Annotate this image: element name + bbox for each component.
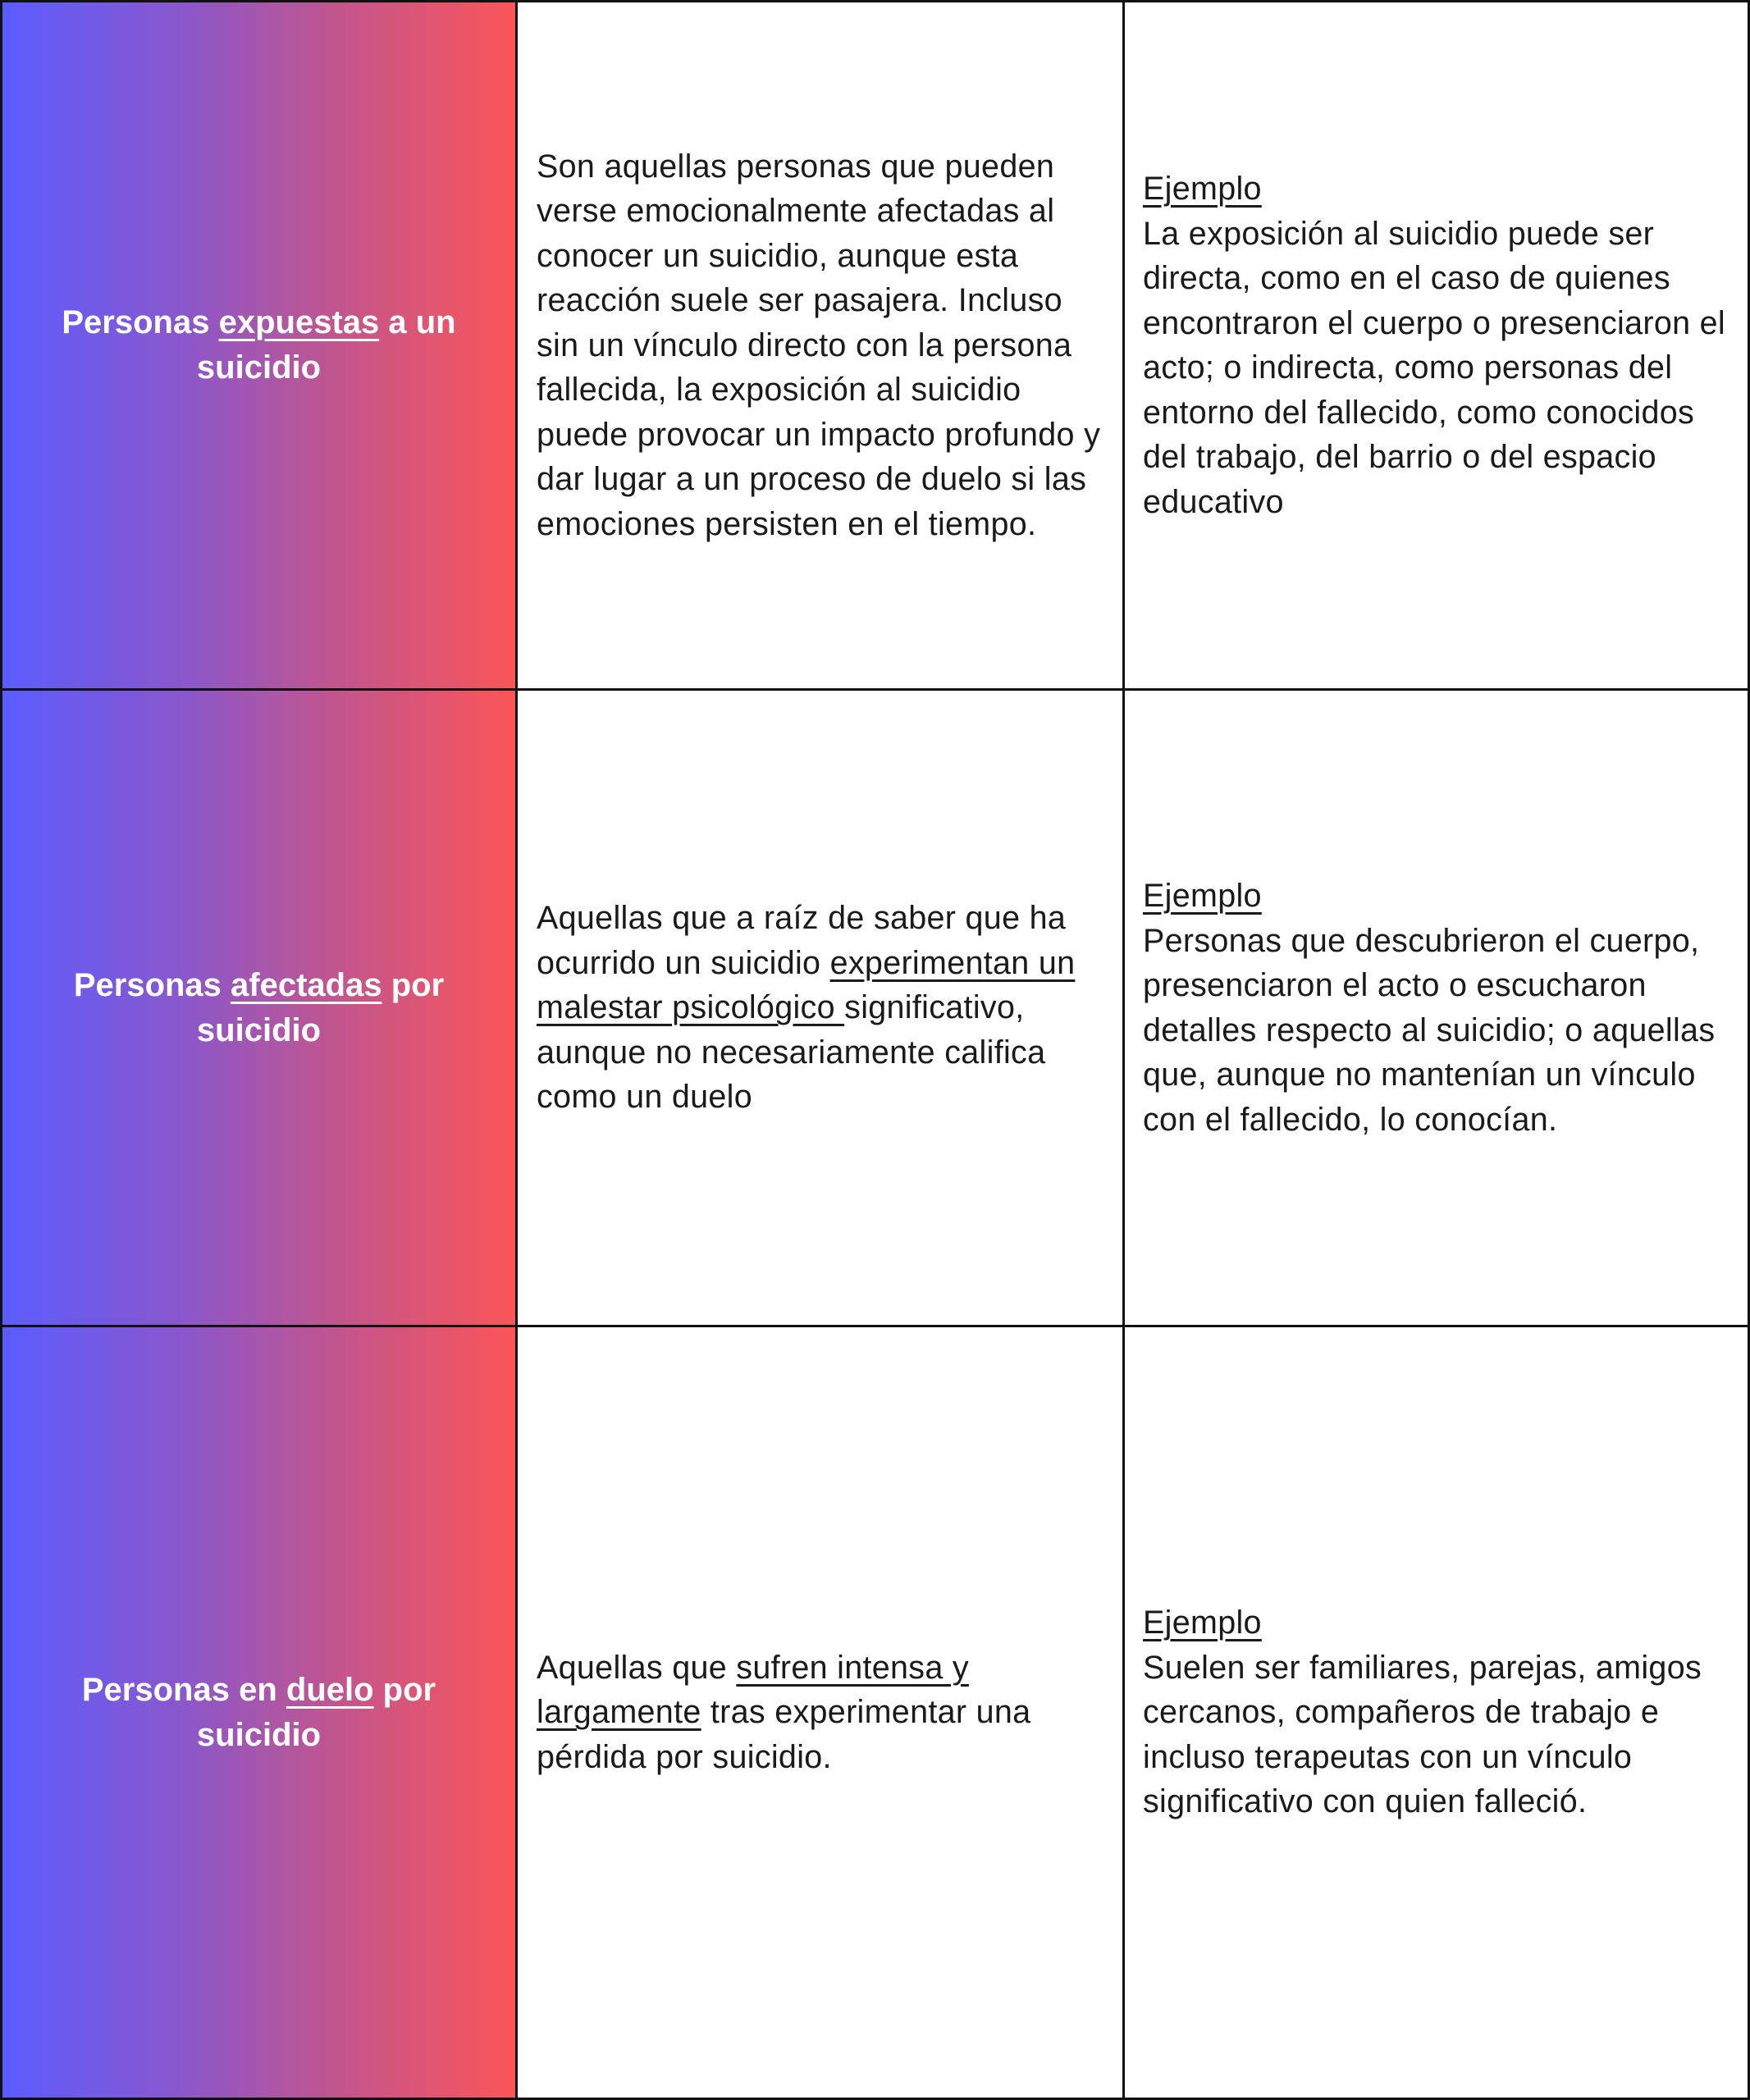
example-title: Ejemplo — [1143, 1605, 1262, 1641]
row-example — [1143, 167, 1731, 524]
row-example-cell — [1125, 1327, 1750, 2100]
row-description-cell — [518, 1327, 1125, 2100]
row-label-cell — [0, 0, 518, 691]
row-label-cell — [0, 691, 518, 1327]
example-title: Ejemplo — [1143, 171, 1262, 207]
row-example — [1143, 874, 1731, 1142]
row-description: Aquellas que a raíz de saber que ha ocurrido un suicidio experimentan un malestar psicológico significativo, aunque no necesariamente califica como un duelo — [537, 900, 1076, 1116]
example-text: Suelen ser familiares, parejas, amigos cercanos, compañeros de trabajo e incluso terapeutas con un vínculo significativo con quien falleció. — [1143, 1649, 1702, 1820]
row-description-cell — [518, 691, 1125, 1327]
row-example — [1143, 1600, 1731, 1824]
row-label: Personas en duelo por suicidio — [81, 1671, 436, 1753]
row-example-cell — [1125, 691, 1750, 1327]
row-label-cell — [0, 1327, 518, 2100]
row-description: Son aquellas personas que pueden verse emocionalmente afectadas al conocer un suicidio, aunque esta reacción suele ser pasajera. Incluso sin un vínculo directo con la persona fallecida, la exposición al suicidio puede provocar un impacto profundo y dar lugar a un proceso de duelo si las emociones persisten en el tiempo. — [537, 148, 1101, 542]
description-emphasis: sufren intensa y largamente — [537, 1649, 969, 1731]
row-label: Personas expuestas a un suicidio — [62, 304, 456, 386]
example-text: La exposición al suicidio puede ser directa, como en el caso de quienes encontraron el cuerpo o presenciaron el acto; o indirecta, como personas del entorno del fallecido, como conocidos del trabajo, del barrio o del espacio educativo — [1143, 215, 1725, 520]
row-description-cell — [518, 0, 1125, 691]
example-text: Personas que descubrieron el cuerpo, presenciaron el acto o escucharon detalles respecto al suicidio; o aquellas que, aunque no mantenían un vínculo con el fallecido, lo conocían. — [1143, 922, 1716, 1138]
row-label: Personas afectadas por suicidio — [73, 966, 445, 1048]
row-label-emphasis: expuestas — [218, 304, 380, 340]
row-label-emphasis: afectadas — [231, 966, 382, 1003]
row-label-emphasis: duelo — [286, 1671, 374, 1708]
example-title: Ejemplo — [1143, 878, 1262, 914]
description-emphasis: experimentan un malestar psicológico — [537, 944, 1076, 1026]
row-example-cell — [1125, 0, 1750, 691]
row-description: Aquellas que sufren intensa y largamente tras experimentar una pérdida por suicidio. — [537, 1649, 1031, 1775]
